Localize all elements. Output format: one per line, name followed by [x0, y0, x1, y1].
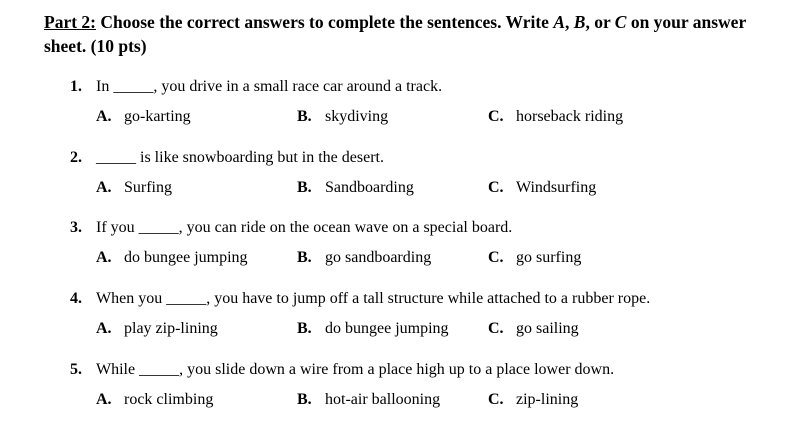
option-letter: C.	[488, 179, 504, 196]
option-letter: A.	[96, 320, 112, 337]
part-label: Part 2:	[44, 12, 96, 32]
option-letter: A.	[96, 108, 112, 125]
option-letter: B.	[297, 391, 312, 408]
option-letter: C.	[488, 320, 504, 337]
question-number: 5.	[70, 361, 82, 378]
question-text: When you _____, you have to jump off a tall structure while attached to a rubber rope.	[96, 290, 651, 307]
option-letter: B.	[297, 179, 312, 196]
option-letter: B.	[297, 249, 312, 266]
option-c	[488, 106, 623, 128]
question-text: If you _____, you can ride on the ocean wave on a special board.	[96, 219, 513, 236]
option-c	[488, 318, 579, 340]
option-a	[96, 177, 172, 199]
option-a	[96, 389, 213, 411]
instruction-text-end: on your answer sheet. (10 pts)	[44, 12, 746, 56]
option-text: skydiving	[325, 108, 389, 125]
option-letter: C.	[488, 391, 504, 408]
option-letter: A.	[96, 249, 112, 266]
option-letter: B.	[297, 108, 312, 125]
option-text: go sandboarding	[325, 249, 432, 266]
option-text: zip-lining	[516, 391, 579, 408]
question-number: 3.	[70, 219, 82, 236]
option-text: go-karting	[124, 108, 191, 125]
option-text: Windsurfing	[516, 179, 597, 196]
option-b	[297, 247, 431, 269]
option-a	[96, 318, 218, 340]
option-text: rock climbing	[124, 391, 214, 408]
option-letter: C.	[488, 249, 504, 266]
option-b	[297, 106, 388, 128]
option-c	[488, 177, 596, 199]
question-text: _____ is like snowboarding but in the desert.	[96, 149, 384, 166]
option-letter: B.	[297, 320, 312, 337]
option-b	[297, 177, 414, 199]
question-text: In _____, you drive in a small race car around a track.	[96, 78, 443, 95]
option-text: go surfing	[516, 249, 582, 266]
letter-c: C	[614, 12, 627, 32]
question-number: 1.	[70, 78, 82, 95]
option-b	[297, 318, 449, 340]
option-text: Surfing	[124, 179, 172, 196]
option-a	[96, 247, 248, 269]
question-number: 2.	[70, 149, 82, 166]
option-letter: C.	[488, 108, 504, 125]
option-letter: A.	[96, 391, 112, 408]
section-heading: Part 2: Choose the correct answers to complete the sentences. Write A, B, or C on your answer sheet. (10 pts)	[44, 12, 746, 56]
option-c	[488, 247, 581, 269]
letter-b: B	[573, 12, 586, 32]
option-text: Sandboarding	[325, 179, 414, 196]
instruction-text: Choose the correct answers to complete the sentences. Write	[96, 12, 554, 32]
question-number: 4.	[70, 290, 82, 307]
option-c	[488, 389, 578, 411]
option-text: do bungee jumping	[124, 249, 248, 266]
option-letter: A.	[96, 179, 112, 196]
letter-a: A	[553, 12, 565, 32]
option-text: do bungee jumping	[325, 320, 449, 337]
option-text: play zip-lining	[124, 320, 218, 337]
option-a	[96, 106, 191, 128]
question-text: While _____, you slide down a wire from a place high up to a place lower down.	[96, 361, 615, 378]
option-text: hot-air ballooning	[325, 391, 441, 408]
option-text: horseback riding	[516, 108, 624, 125]
option-text: go sailing	[516, 320, 579, 337]
option-b	[297, 389, 440, 411]
